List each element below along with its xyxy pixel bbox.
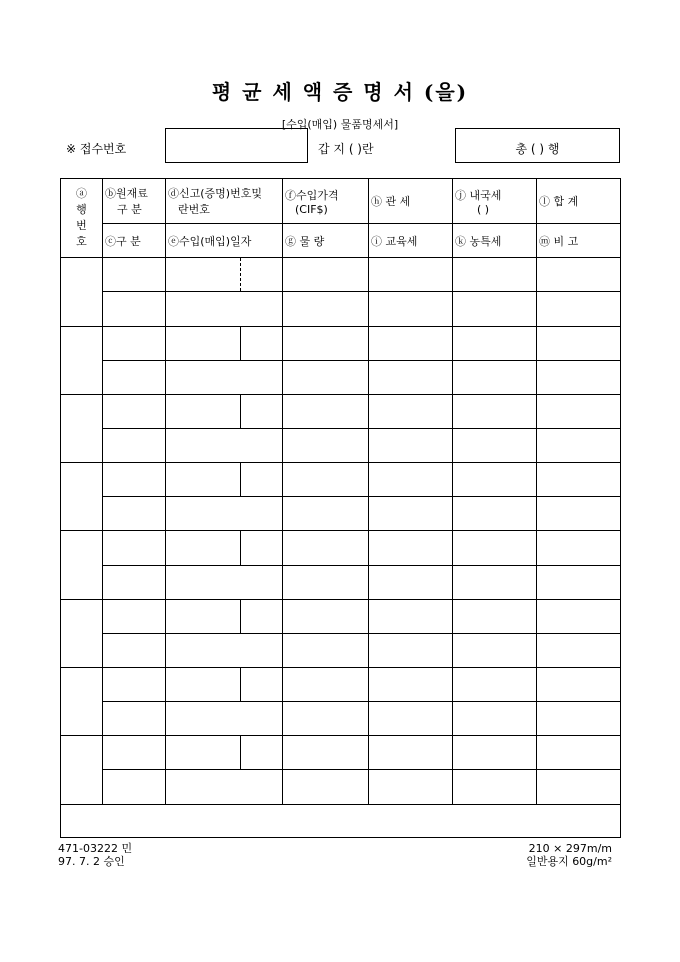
- table-row[interactable]: [61, 736, 621, 770]
- table-cell[interactable]: [166, 429, 283, 463]
- table-cell[interactable]: [453, 770, 537, 804]
- table-cell[interactable]: [283, 463, 369, 497]
- row-number-cell[interactable]: [61, 326, 103, 394]
- table-cell[interactable]: [103, 360, 166, 394]
- header-special-tax: ⓚ 농특세: [453, 224, 537, 258]
- table-cell[interactable]: [537, 497, 621, 531]
- table-cell[interactable]: [103, 326, 166, 360]
- table-row[interactable]: [61, 770, 621, 804]
- table-cell[interactable]: [103, 599, 166, 633]
- table-cell[interactable]: [453, 497, 537, 531]
- table-row[interactable]: [61, 429, 621, 463]
- table-cell[interactable]: [369, 463, 453, 497]
- table-cell[interactable]: [369, 292, 453, 326]
- table-footer-row[interactable]: [61, 804, 621, 837]
- table-cell[interactable]: [369, 565, 453, 599]
- item-table: [60, 178, 621, 838]
- table-cell[interactable]: [103, 668, 166, 702]
- table-cell[interactable]: [166, 463, 241, 497]
- table-cell[interactable]: [241, 599, 283, 633]
- table-cell[interactable]: [166, 258, 241, 292]
- table-cell[interactable]: [537, 531, 621, 565]
- table-row[interactable]: [61, 633, 621, 667]
- table-row[interactable]: [61, 360, 621, 394]
- row-number-cell[interactable]: [61, 463, 103, 531]
- table-cell[interactable]: [453, 258, 537, 292]
- table-cell[interactable]: [166, 736, 241, 770]
- table-cell[interactable]: [369, 394, 453, 428]
- table-cell[interactable]: [103, 258, 166, 292]
- table-cell[interactable]: [453, 668, 537, 702]
- header-material: ⓑ원재료 구 분: [103, 179, 166, 224]
- table-cell[interactable]: [166, 360, 283, 394]
- paper-spec: 210 × 297m/m 일반용지 60g/m²: [526, 842, 612, 868]
- table-cell[interactable]: [369, 736, 453, 770]
- table-footer-cell[interactable]: [61, 804, 621, 837]
- table-cell[interactable]: [537, 463, 621, 497]
- table-cell[interactable]: [103, 394, 166, 428]
- table-cell[interactable]: [369, 702, 453, 736]
- table-cell[interactable]: [453, 292, 537, 326]
- table-cell[interactable]: [166, 531, 241, 565]
- table-cell[interactable]: [453, 360, 537, 394]
- header-import-date: ⓔ수입(매입)일자: [166, 224, 283, 258]
- row-number-cell[interactable]: [61, 668, 103, 736]
- table-row[interactable]: [61, 292, 621, 326]
- header-category: ⓒ구 분: [103, 224, 166, 258]
- table-cell[interactable]: [283, 599, 369, 633]
- table-cell[interactable]: [369, 531, 453, 565]
- table-cell[interactable]: [103, 463, 166, 497]
- table-cell[interactable]: [537, 326, 621, 360]
- table-cell[interactable]: [537, 292, 621, 326]
- header-customs: ⓗ 관 세: [369, 179, 453, 224]
- table-cell[interactable]: [241, 463, 283, 497]
- table-row[interactable]: [61, 497, 621, 531]
- table-cell[interactable]: [537, 633, 621, 667]
- receipt-number-label: ※ 접수번호: [66, 142, 127, 156]
- table-cell[interactable]: [283, 292, 369, 326]
- table-row[interactable]: [61, 258, 621, 292]
- row-number-cell[interactable]: [61, 599, 103, 667]
- header-education-tax: ⓘ 교육세: [369, 224, 453, 258]
- row-number-cell[interactable]: [61, 736, 103, 804]
- table-cell[interactable]: [537, 736, 621, 770]
- table-cell[interactable]: [537, 360, 621, 394]
- header-quantity: ⓖ 물 량: [283, 224, 369, 258]
- table-cell[interactable]: [453, 565, 537, 599]
- row-number-cell[interactable]: [61, 258, 103, 326]
- table-row[interactable]: [61, 599, 621, 633]
- table-row[interactable]: [61, 463, 621, 497]
- page-title: 평 균 세 액 증 명 서 (을): [211, 80, 469, 104]
- table-cell[interactable]: [241, 394, 283, 428]
- header-domestic-tax: ⓙ 내국세 ( ): [453, 179, 537, 224]
- table-cell[interactable]: [103, 565, 166, 599]
- table-cell[interactable]: [166, 497, 283, 531]
- table-cell[interactable]: [369, 599, 453, 633]
- table-cell[interactable]: [283, 531, 369, 565]
- table-cell[interactable]: [103, 531, 166, 565]
- table-cell[interactable]: [283, 633, 369, 667]
- table-cell[interactable]: [453, 633, 537, 667]
- header-remarks: ⓜ 비 고: [537, 224, 621, 258]
- table-cell[interactable]: [537, 429, 621, 463]
- table-cell[interactable]: [166, 599, 241, 633]
- table-cell[interactable]: [241, 531, 283, 565]
- table-row[interactable]: [61, 394, 621, 428]
- gapji-column-label: 갑 지 ( )란: [318, 142, 374, 156]
- table-cell[interactable]: [103, 429, 166, 463]
- table-cell[interactable]: [537, 258, 621, 292]
- table-cell[interactable]: [166, 326, 241, 360]
- table-cell[interactable]: [241, 258, 283, 292]
- table-cell[interactable]: [369, 668, 453, 702]
- table-cell[interactable]: [283, 360, 369, 394]
- table-cell[interactable]: [241, 668, 283, 702]
- table-cell[interactable]: [537, 770, 621, 804]
- table-row[interactable]: [61, 531, 621, 565]
- table-cell[interactable]: [103, 702, 166, 736]
- table-cell[interactable]: [453, 531, 537, 565]
- header-row-number: ⓐ 행 번 호: [61, 179, 103, 258]
- table-cell[interactable]: [369, 258, 453, 292]
- table-cell[interactable]: [103, 736, 166, 770]
- table-cell[interactable]: [283, 497, 369, 531]
- header-declaration-no: ⓓ신고(증명)번호및 란번호: [166, 179, 283, 224]
- table-cell[interactable]: [283, 702, 369, 736]
- table-cell[interactable]: [103, 770, 166, 804]
- table-cell[interactable]: [283, 429, 369, 463]
- table-cell[interactable]: [166, 292, 283, 326]
- table-cell[interactable]: [453, 326, 537, 360]
- receipt-number-field[interactable]: [165, 128, 308, 163]
- table-cell[interactable]: [103, 633, 166, 667]
- table-cell[interactable]: [537, 599, 621, 633]
- table-cell[interactable]: [166, 668, 241, 702]
- table-cell[interactable]: [166, 702, 283, 736]
- table-cell[interactable]: [453, 736, 537, 770]
- header-total: ⓛ 합 계: [537, 179, 621, 224]
- table-cell[interactable]: [241, 736, 283, 770]
- table-cell[interactable]: [369, 429, 453, 463]
- page-subtitle: [수입(매입) 물품명세서]: [281, 118, 399, 131]
- table-cell[interactable]: [241, 326, 283, 360]
- table-cell[interactable]: [537, 565, 621, 599]
- row-number-cell[interactable]: [61, 531, 103, 599]
- table-cell[interactable]: [369, 770, 453, 804]
- table-row[interactable]: [61, 326, 621, 360]
- table-cell[interactable]: [166, 633, 283, 667]
- table-row[interactable]: [61, 702, 621, 736]
- table-cell[interactable]: [283, 326, 369, 360]
- table-row[interactable]: [61, 565, 621, 599]
- table-cell[interactable]: [283, 770, 369, 804]
- header-import-price: ⓕ수입가격 (CIF$): [283, 179, 369, 224]
- total-rows-label: 총 ( ) 행: [515, 142, 560, 156]
- table-cell[interactable]: [369, 326, 453, 360]
- table-cell[interactable]: [453, 429, 537, 463]
- table-cell[interactable]: [283, 736, 369, 770]
- table-cell[interactable]: [453, 599, 537, 633]
- table-cell[interactable]: [103, 292, 166, 326]
- table-cell[interactable]: [537, 702, 621, 736]
- table-cell[interactable]: [166, 394, 241, 428]
- table-row[interactable]: [61, 668, 621, 702]
- table-cell[interactable]: [103, 497, 166, 531]
- table-cell[interactable]: [453, 463, 537, 497]
- table-cell[interactable]: [283, 258, 369, 292]
- table-cell[interactable]: [166, 565, 283, 599]
- table-cell[interactable]: [537, 668, 621, 702]
- table-cell[interactable]: [453, 394, 537, 428]
- table-cell[interactable]: [369, 497, 453, 531]
- form-number: 471-03222 민 97. 7. 2 승인: [58, 842, 133, 868]
- table-cell[interactable]: [369, 360, 453, 394]
- table-cell[interactable]: [166, 770, 283, 804]
- table-cell[interactable]: [283, 668, 369, 702]
- table-cell[interactable]: [537, 394, 621, 428]
- table-cell[interactable]: [283, 394, 369, 428]
- table-cell[interactable]: [369, 633, 453, 667]
- row-number-cell[interactable]: [61, 394, 103, 462]
- table-cell[interactable]: [283, 565, 369, 599]
- table-cell[interactable]: [453, 702, 537, 736]
